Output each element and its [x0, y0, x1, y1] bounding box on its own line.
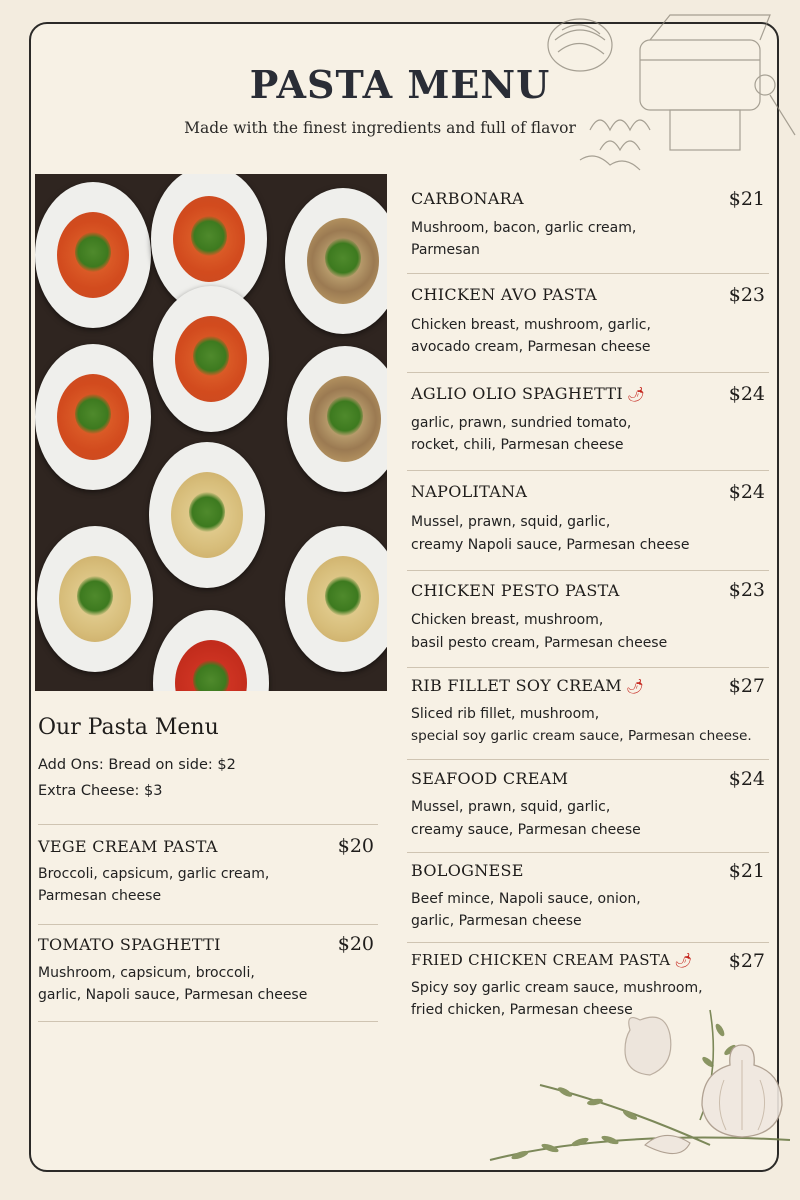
pasta-dishes-photo	[35, 174, 387, 691]
item-name: CHICKEN PESTO PASTA	[411, 581, 620, 600]
item-desc: Spicy soy garlic cream sauce, mushroom,	[411, 980, 703, 996]
divider	[38, 1021, 378, 1022]
divider	[38, 824, 378, 825]
side-heading: Our Pasta Menu	[38, 715, 219, 740]
chili-pepper-icon: 🌶	[626, 387, 646, 403]
divider	[38, 924, 378, 925]
item-name: CARBONARA	[411, 189, 524, 208]
item-desc: avocado cream, Parmesan cheese	[411, 339, 651, 355]
addon-cheese: Extra Cheese: $3	[38, 783, 163, 799]
item-price: $23	[728, 579, 765, 601]
item-desc: Parmesan cheese	[38, 888, 162, 904]
item-desc: creamy Napoli sauce, Parmesan cheese	[411, 537, 690, 553]
item-desc: Broccoli, capsicum, garlic cream,	[38, 866, 270, 882]
item-desc: Mushroom, bacon, garlic cream,	[411, 220, 637, 236]
item-name	[411, 676, 644, 695]
plate-image	[285, 526, 387, 672]
item-desc: basil pesto cream, Parmesan cheese	[411, 635, 668, 651]
menu-title: PASTA MENU	[249, 62, 551, 107]
plate-image	[153, 286, 269, 432]
plate-image	[149, 442, 265, 588]
item-desc: garlic, prawn, sundried tomato,	[411, 415, 632, 431]
item-price: $24	[728, 768, 765, 790]
plate-image	[35, 344, 151, 490]
item-desc: Chicken breast, mushroom, garlic,	[411, 317, 651, 333]
plate-image	[153, 610, 269, 691]
item-name-label: AGLIO OLIO SPAGHETTI	[411, 384, 623, 403]
item-price: $20	[337, 933, 374, 955]
menu-subtitle: Made with the finest ingredients and full of flavor	[184, 119, 576, 137]
item-name: NAPOLITANA	[411, 482, 528, 501]
divider	[407, 470, 769, 471]
item-price: $20	[337, 835, 374, 857]
item-name: TOMATO SPAGHETTI	[38, 935, 221, 954]
item-desc: Beef mince, Napoli sauce, onion,	[411, 891, 641, 907]
divider	[407, 759, 769, 760]
item-desc: fried chicken, Parmesan cheese	[411, 1002, 633, 1018]
item-name-label: FRIED CHICKEN CREAM PASTA	[411, 951, 671, 969]
divider	[407, 273, 769, 274]
divider	[407, 852, 769, 853]
item-name: CHICKEN AVO PASTA	[411, 285, 597, 304]
item-desc: garlic, Parmesan cheese	[411, 913, 582, 929]
item-desc: Mussel, prawn, squid, garlic,	[411, 514, 611, 530]
plate-image	[35, 182, 151, 328]
item-price: $21	[728, 188, 765, 210]
item-price: $23	[728, 284, 765, 306]
item-name	[411, 951, 692, 969]
plate-image	[285, 188, 387, 334]
addon-bread: Add Ons: Bread on side: $2	[38, 757, 236, 773]
item-desc: Mushroom, capsicum, broccoli,	[38, 965, 255, 981]
item-desc: Parmesan	[411, 242, 480, 258]
item-desc: garlic, Napoli sauce, Parmesan cheese	[38, 987, 308, 1003]
item-price: $24	[728, 481, 765, 503]
item-price: $21	[728, 860, 765, 882]
item-price: $27	[728, 950, 765, 972]
divider	[407, 942, 769, 943]
item-price: $24	[728, 383, 765, 405]
item-name: VEGE CREAM PASTA	[38, 837, 218, 856]
chili-pepper-icon: 🌶	[625, 679, 645, 695]
item-desc: Sliced rib fillet, mushroom,	[411, 706, 600, 722]
divider	[407, 667, 769, 668]
item-name: SEAFOOD CREAM	[411, 769, 569, 788]
chili-pepper-icon: 🌶	[674, 953, 693, 969]
item-desc: creamy sauce, Parmesan cheese	[411, 822, 641, 838]
item-desc: Chicken breast, mushroom,	[411, 612, 604, 628]
divider	[407, 570, 769, 571]
item-price: $27	[728, 675, 765, 697]
item-desc: rocket, chili, Parmesan cheese	[411, 437, 624, 453]
plate-image	[37, 526, 153, 672]
divider	[407, 372, 769, 373]
item-desc: Mussel, prawn, squid, garlic,	[411, 799, 611, 815]
item-name: BOLOGNESE	[411, 861, 524, 880]
item-name	[411, 384, 645, 403]
item-desc: special soy garlic cream sauce, Parmesan cheese.	[411, 728, 752, 744]
plate-image	[287, 346, 387, 492]
garlic-herbs-illustration	[480, 990, 800, 1200]
item-name-label: RIB FILLET SOY CREAM	[411, 676, 622, 695]
